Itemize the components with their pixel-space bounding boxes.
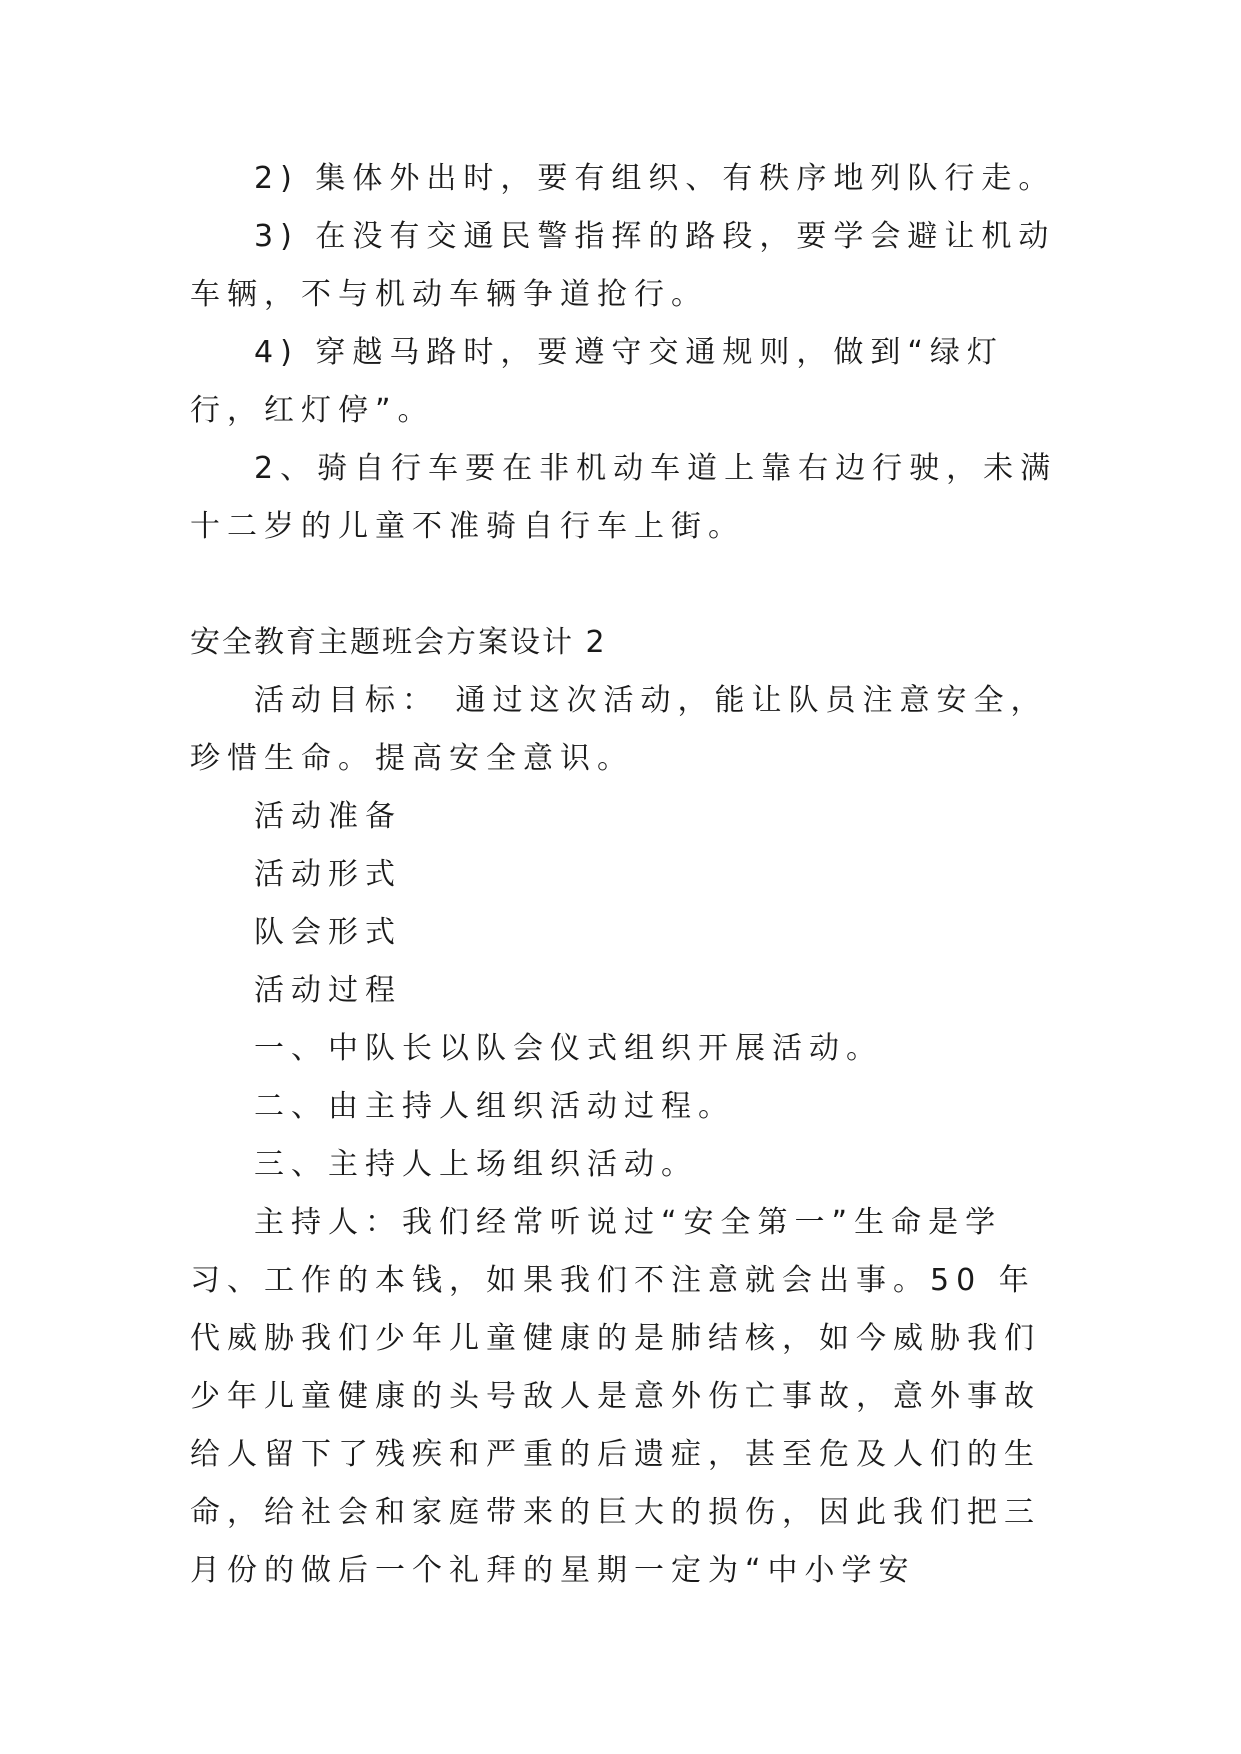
document-page	[190, 150, 1060, 1600]
team-form: 队会形式	[254, 915, 402, 950]
activity-process: 活动过程	[254, 973, 402, 1008]
process-step-1: 一、中队长以队会仪式组织开展活动。	[254, 1031, 883, 1066]
section-gap	[190, 556, 1060, 614]
paragraph-item-3: 3) 在没有交通民警指挥的路段，要学会避让机动车辆，不与机动车辆争道抢行。	[190, 219, 1056, 312]
paragraph-bicycle-rule: 2、骑自行车要在非机动车道上靠右边行驶，未满十二岁的儿童不准骑自行车上街。	[190, 451, 1058, 544]
process-step-3: 三、主持人上场组织活动。	[254, 1147, 698, 1182]
host-speech: 主持人：我们经常听说过“安全第一”生命是学习、工作的本钱，如果我们不注意就会出事。50 年代威胁我们少年儿童健康的是肺结核，如今威胁我们少年儿童健康的头号敌人是意外伤亡事故，意外事故给人留下了残疾和严重的后遗症，甚至危及人们的生命，给社会和家庭带来的巨大的损伤，因此我们把三月份的做后一个礼拜的星期一定为“中小学安	[190, 1205, 1041, 1588]
paragraph-item-2: 2) 集体外出时，要有组织、有秩序地列队行走。	[254, 161, 1056, 196]
process-step-2: 二、由主持人组织活动过程。	[254, 1089, 735, 1124]
section-title: 安全教育主题班会方案设计 2	[190, 625, 607, 660]
activity-goal: 活动目标： 通过这次活动，能让队员注意安全，珍惜生命。提高安全意识。	[190, 683, 1048, 776]
activity-form: 活动形式	[254, 857, 402, 892]
activity-prep: 活动准备	[254, 799, 402, 834]
paragraph-item-4: 4) 穿越马路时，要遵守交通规则，做到“绿灯行，红灯停”。	[190, 335, 1004, 428]
